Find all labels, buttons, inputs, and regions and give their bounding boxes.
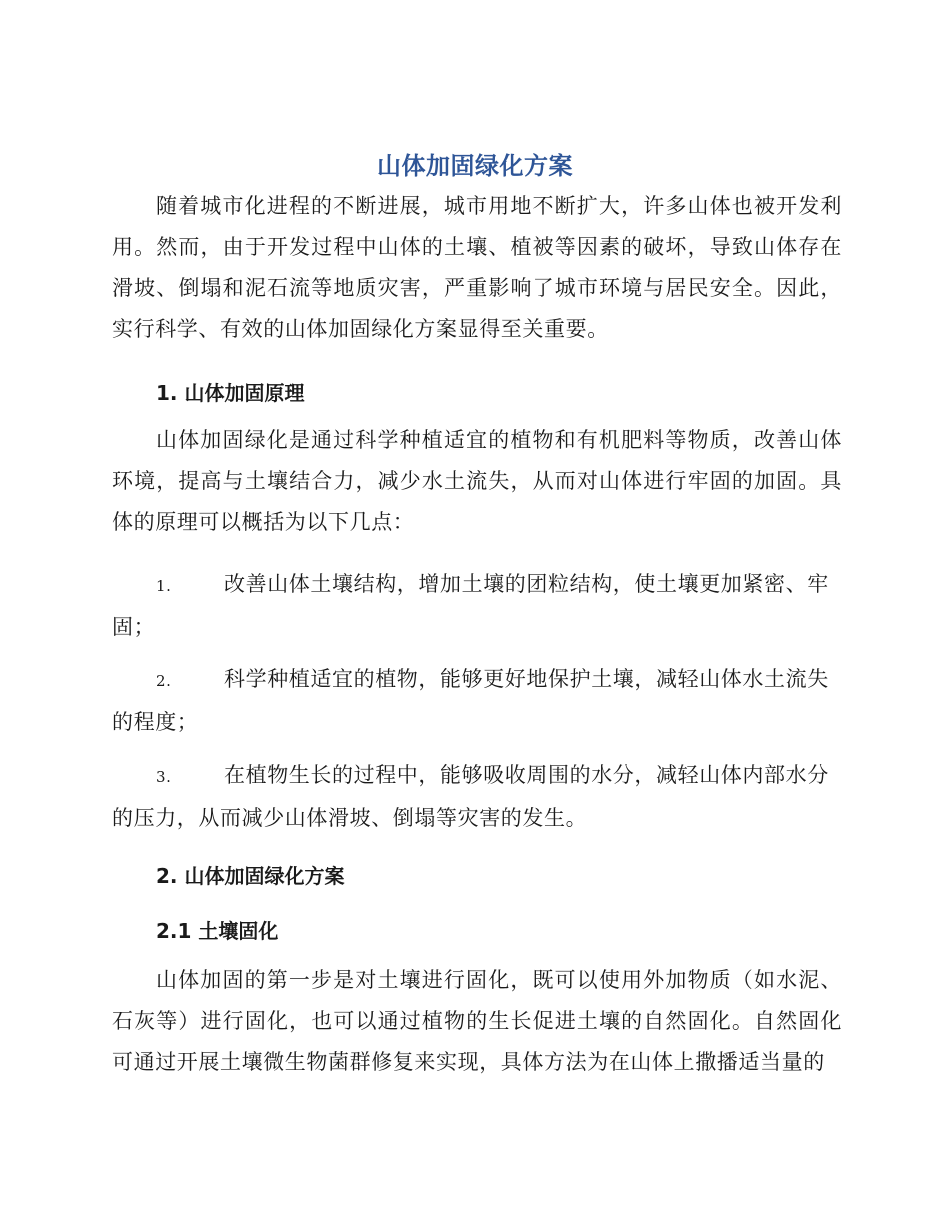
section-2-1-heading: 2.1 土壤固化 bbox=[156, 919, 279, 943]
section-1-body: 山体加固绿化是通过科学种植适宜的植物和有机肥料等物质，改善山体环境，提高与土壤结合力，减少水土流失，从而对山体进行牢固的加固。具体的原理可以概括为以下几点： bbox=[112, 428, 842, 534]
list-item bbox=[112, 755, 842, 839]
intro-paragraph: 随着城市化进程的不断进展，城市用地不断扩大，许多山体也被开发利用。然而，由于开发过程中山体的土壤、植被等因素的破坏，导致山体存在滑坡、倒塌和泥石流等地质灾害，严重影响了城市环境与居民安全。因此，实行科学、有效的山体加固绿化方案显得至关重要。 bbox=[112, 194, 842, 341]
section-2-heading: 2. 山体加固绿化方案 bbox=[156, 864, 345, 888]
list-item-text: 科学种植适宜的植物，能够更好地保护土壤，减轻山体水土流失的程度； bbox=[112, 667, 829, 734]
list-item-number: 1. bbox=[156, 577, 172, 595]
list-item bbox=[112, 659, 842, 743]
list-item-number: 2. bbox=[156, 672, 172, 690]
section-1-heading: 1. 山体加固原理 bbox=[156, 381, 305, 405]
section-2-1-body: 山体加固的第一步是对土壤进行固化，既可以使用外加物质（如水泥、石灰等）进行固化，也可以通过植物的生长促进土壤的自然固化。自然固化可通过开展土壤微生物菌群修复来实现，具体方法为在山体上撒播适当量的 bbox=[112, 968, 842, 1074]
list-item-text: 改善山体土壤结构，增加土壤的团粒结构，使土壤更加紧密、牢固； bbox=[112, 572, 829, 639]
list-item-text: 在植物生长的过程中，能够吸收周围的水分，减轻山体内部水分的压力，从而减少山体滑坡、倒塌等灾害的发生。 bbox=[112, 763, 829, 830]
list-item bbox=[112, 564, 842, 648]
document-title: 山体加固绿化方案 bbox=[377, 152, 573, 180]
list-item-number: 3. bbox=[156, 768, 172, 786]
